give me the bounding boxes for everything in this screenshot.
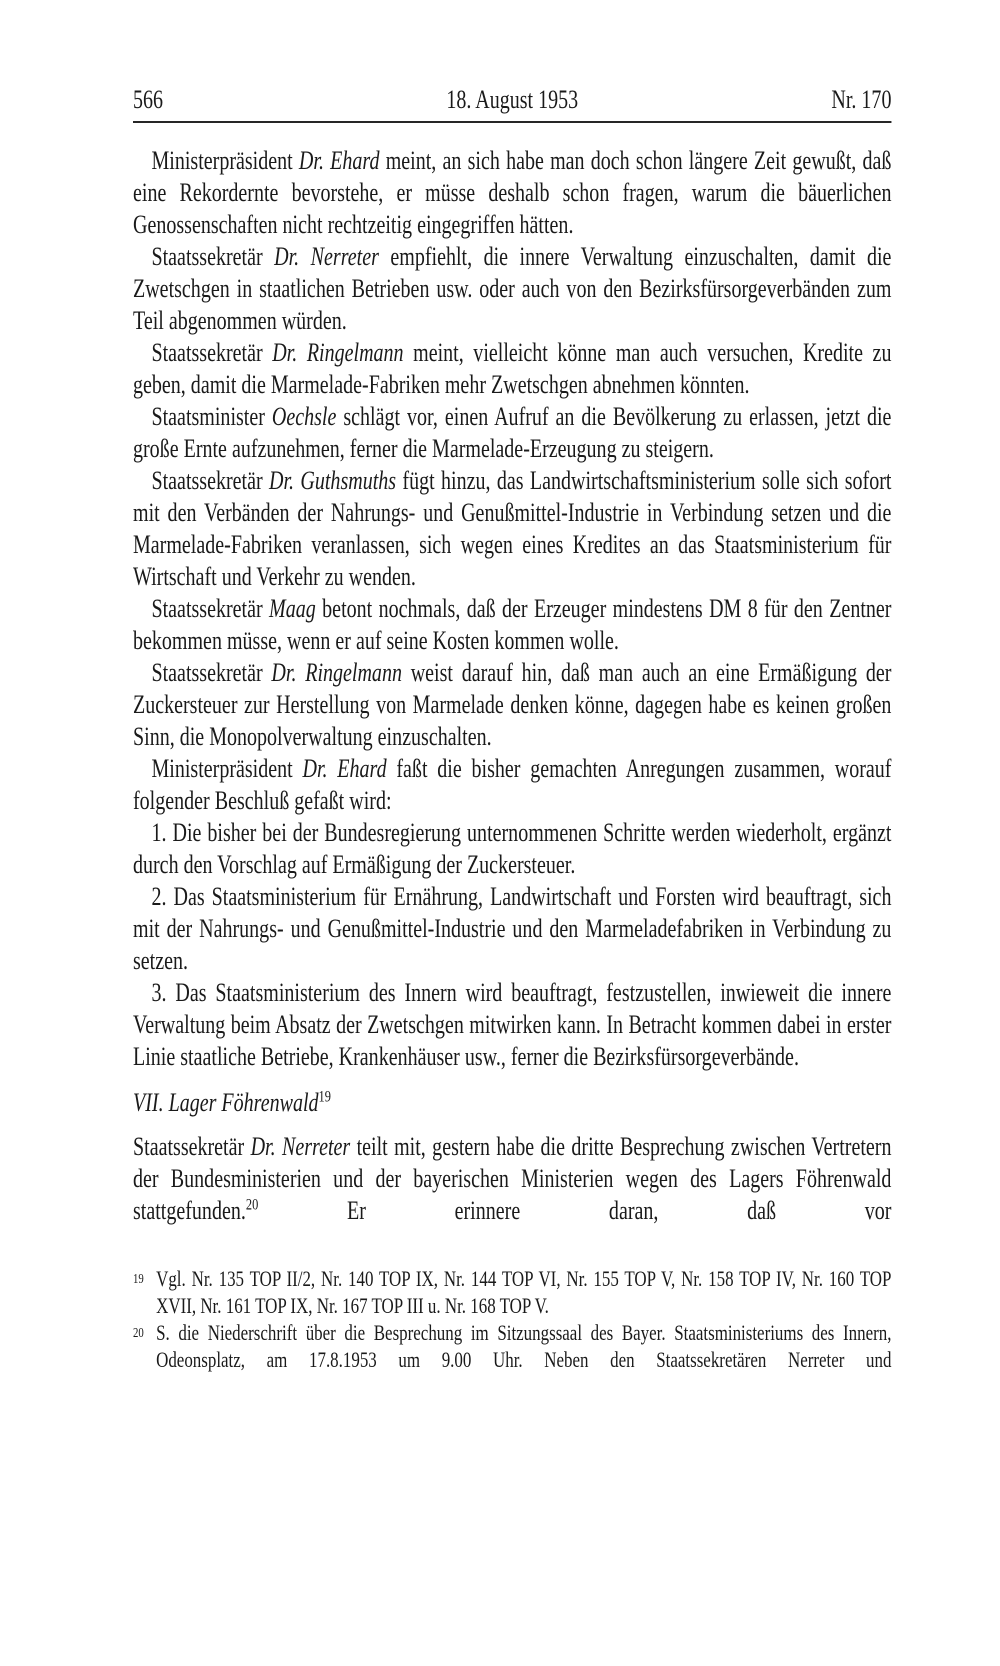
speaker-name: Dr. Guthsmuths — [269, 466, 397, 495]
document-number: Nr. 170 — [831, 85, 892, 114]
footnote — [133, 1319, 891, 1373]
text-run: empfiehlt, die innere Verwaltung einzuschalten, damit die Zwetschgen in staatlichen Betrieben usw. oder auch von den Bezirksfürsorgeverbänden zum Teil abgenommen würden. — [133, 242, 892, 335]
body-paragraph — [133, 753, 891, 817]
text-run: 1. Die bisher bei der Bundesregierung unternommenen Schritte werden wiederholt, ergänzt durch den Vorschlag auf Ermäßigung der Zuckersteuer. — [133, 818, 892, 879]
body-paragraph — [133, 657, 891, 753]
text-run: Staatssekretär — [151, 594, 270, 623]
body-paragraph — [133, 593, 891, 657]
speaker-name: Oechsle — [271, 402, 337, 431]
header-date: 18. August 1953 — [446, 85, 579, 114]
header-rule — [133, 121, 891, 123]
speaker-name: Dr. Ringelmann — [272, 338, 404, 367]
body-paragraph — [133, 465, 891, 593]
body-paragraph — [133, 881, 891, 977]
footnote-marker: 19 — [133, 1272, 144, 1287]
text-run: Staatsminister — [151, 402, 272, 431]
speaker-name: Dr. Ringelmann — [271, 658, 402, 687]
text-run: Staatssekretär — [151, 466, 270, 495]
body-text — [133, 145, 891, 1227]
text-run: faßt die bisher gemachten Anregungen zusammen, worauf folgender Beschluß gefaßt wird: — [133, 754, 892, 815]
text-run: Ministerpräsident — [151, 754, 303, 783]
speaker-name: Maag — [269, 594, 316, 623]
body-paragraph — [133, 977, 891, 1073]
footnote-marker: 20 — [133, 1326, 144, 1341]
footnotes — [133, 1265, 891, 1373]
body-paragraph — [133, 145, 891, 241]
body-paragraph — [133, 401, 891, 465]
footnote-text: Vgl. Nr. 135 TOP II/2, Nr. 140 TOP IX, Nr. 144 TOP VI, Nr. 155 TOP V, Nr. 158 TOP IV, Nr. 160 TOP XVII, Nr. 161 TOP IX, Nr. 167 TOP III u. Nr. 168 TOP V. — [156, 1266, 892, 1318]
text-run: schlägt vor, einen Aufruf an die Bevölkerung zu erlassen, jetzt die große Ernte aufzunehmen, ferner die Marmelade-Erzeugung zu steigern. — [133, 402, 892, 463]
footnote — [133, 1265, 891, 1319]
speaker-name: Dr. Nerreter — [250, 1132, 351, 1161]
text-run: 3. Das Staatsministerium des Innern wird beauftragt, festzustellen, inwieweit die innere Verwaltung beim Absatz der Zwetschgen mitwirken kann. In Betracht kommen dabei in erster Linie staatliche Betriebe, Krankenhäuser usw., ferner die Bezirksfürsorgeverbände. — [133, 978, 892, 1071]
text-run: 2. Das Staatsministerium für Ernährung, Landwirtschaft und Forsten wird beauftragt, sich mit der Nahrungs- und Genußmittel-Industrie und den Marmeladefabriken in Verbindung zu setzen. — [133, 882, 892, 975]
text-run: weist darauf hin, daß man auch an eine Ermäßigung der Zuckersteuer zur Herstellung von Marmelade denken könne, dagegen habe es keinen großen Sinn, die Monopolverwaltung einzuschalten. — [133, 658, 892, 751]
footnote-reference: 19 — [318, 1088, 331, 1106]
section-heading — [133, 1087, 891, 1119]
text-run: Er erinnere daran, daß vor — [258, 1196, 892, 1225]
page-content — [133, 86, 891, 1373]
speaker-name: Dr. Ehard — [298, 146, 380, 175]
text-run: Staatssekretär — [151, 242, 275, 271]
footnote-reference: 20 — [245, 1196, 259, 1214]
body-paragraph — [133, 817, 891, 881]
page-number: 566 — [133, 85, 164, 114]
text-run: Staatssekretär — [151, 338, 273, 367]
text-run: teilt mit, gestern habe die dritte Besprechung zwischen Vertretern der Bundesministerien und der bayerischen Ministerien wegen des Lagers Föhrenwald stattgefunden. — [133, 1132, 892, 1225]
body-paragraph — [133, 241, 891, 337]
footnote-text: S. die Niederschrift über die Besprechung im Sitzungssaal des Bayer. Staatsministeriums des Innern, Odeonsplatz, am 17.8.1953 um 9.00 Uhr. Neben den Staatssekretären Nerreter und — [156, 1320, 892, 1372]
text-run: fügt hinzu, das Landwirtschaftsministerium solle sich sofort mit den Verbänden der Nahrungs- und Genußmittel-Industrie in Verbindung setzen und die Marmelade-Fabriken veranlassen, sich wegen eines Kredites an das Staatsministerium für Wirtschaft und Verkehr zu wenden. — [133, 466, 892, 591]
section-heading-text: VII. Lager Föhrenwald — [133, 1088, 319, 1117]
text-run: Ministerpräsident — [151, 146, 299, 175]
body-paragraph — [133, 1131, 891, 1227]
text-run: meint, an sich habe man doch schon längere Zeit gewußt, daß eine Rekordernte bevorstehe, er müsse deshalb schon fragen, warum die bäuerlichen Genossenschaften nicht rechtzeitig eingegriffen hätten. — [133, 146, 892, 239]
body-paragraph — [133, 337, 891, 401]
text-run: betont nochmals, daß der Erzeuger mindestens DM 8 für den Zentner bekommen müsse, wenn er auf seine Kosten kommen wolle. — [133, 594, 892, 655]
text-run: Staatssekretär — [151, 658, 272, 687]
text-run: Staatssekretär — [133, 1132, 251, 1161]
speaker-name: Dr. Ehard — [302, 754, 387, 783]
page-header — [133, 86, 891, 114]
speaker-name: Dr. Nerreter — [274, 242, 379, 271]
text-run: meint, vielleicht könne man auch versuchen, Kredite zu geben, damit die Marmelade-Fabriken mehr Zwetschgen abnehmen könnten. — [133, 338, 892, 399]
